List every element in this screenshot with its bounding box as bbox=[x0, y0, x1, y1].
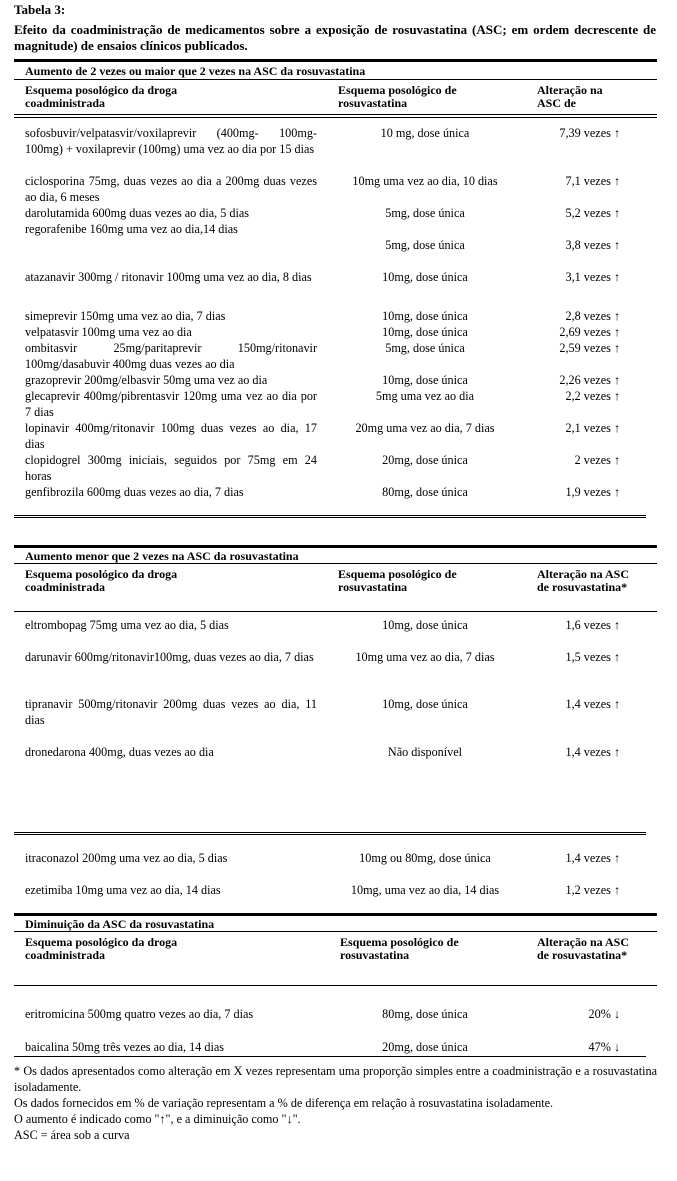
cell-drug-regimen: eritromicina 500mg quatro vezes ao dia, 7 dias bbox=[25, 1007, 254, 1021]
section3-top-rule bbox=[14, 913, 657, 916]
header-dose: Esquema posológico de rosuvastatina bbox=[338, 567, 457, 594]
cell-rosuvastatin-regimen: 20mg, dose única bbox=[382, 1040, 468, 1054]
cell-auc-change: 2,2 vezes ↑ bbox=[565, 389, 620, 403]
header-dose: Esquema posológico de rosuvastatina bbox=[340, 935, 459, 962]
cell-drug-regimen: ombitasvir 25mg/paritaprevir 150mg/ritonavir 100mg/dasabuvir 400mg duas vezes ao dia bbox=[25, 341, 317, 371]
section2-mid-rule-2 bbox=[14, 834, 646, 835]
section1-bottom-rule bbox=[14, 515, 646, 516]
cell-drug-regimen: grazoprevir 200mg/elbasvir 50mg uma vez ao dia bbox=[25, 373, 268, 387]
cell-rosuvastatin-regimen: 10mg, dose única bbox=[382, 618, 468, 632]
cell-rosuvastatin-regimen: 10mg, dose única bbox=[382, 697, 468, 711]
cell-drug-regimen: genfibrozila 600mg duas vezes ao dia, 7 dias bbox=[25, 485, 244, 499]
cell-drug-regimen: clopidogrel 300mg iniciais, seguidos por 75mg em 24 horas bbox=[25, 453, 317, 483]
section2-top-rule bbox=[14, 545, 657, 548]
cell-drug-regimen: velpatasvir 100mg uma vez ao dia bbox=[25, 325, 192, 339]
section2-title-rule bbox=[14, 563, 657, 564]
footnote: Os dados fornecidos em % de variação representam a % de diferença em relação à rosuvastatina isoladamente. bbox=[14, 1096, 554, 1110]
cell-drug-regimen: darunavir 600mg/ritonavir100mg, duas vezes ao dia, 7 dias bbox=[25, 650, 314, 664]
section1-top-rule bbox=[14, 59, 657, 62]
cell-rosuvastatin-regimen: 20mg uma vez ao dia, 7 dias bbox=[355, 421, 495, 435]
cell-rosuvastatin-regimen: 10mg uma vez ao dia, 7 dias bbox=[355, 650, 495, 664]
section3-header-rule bbox=[14, 985, 657, 986]
cell-rosuvastatin-regimen: 10mg, dose única bbox=[382, 373, 468, 387]
cell-rosuvastatin-regimen: 10mg ou 80mg, dose única bbox=[359, 851, 491, 865]
cell-auc-change: 20% ↓ bbox=[588, 1007, 620, 1021]
cell-drug-regimen: ciclosporina 75mg, duas vezes ao dia a 200mg duas vezes ao dia, 6 meses bbox=[25, 174, 317, 204]
cell-drug-regimen: dronedarona 400mg, duas vezes ao dia bbox=[25, 745, 214, 759]
footnote: O aumento é indicado como "↑", e a diminuição como "↓". bbox=[14, 1112, 301, 1126]
cell-auc-change: 2,1 vezes ↑ bbox=[565, 421, 620, 435]
cell-auc-change: 3,8 vezes ↑ bbox=[565, 238, 620, 252]
table-label: Tabela 3: bbox=[14, 2, 66, 17]
cell-rosuvastatin-regimen: 5mg, dose única bbox=[385, 341, 465, 355]
cell-auc-change: 1,2 vezes ↑ bbox=[565, 883, 620, 897]
cell-auc-change: 47% ↓ bbox=[588, 1040, 620, 1054]
cell-rosuvastatin-regimen: 5mg, dose única bbox=[385, 206, 465, 220]
table-bottom-rule bbox=[14, 1056, 646, 1057]
header-drug: Esquema posológico da droga coadministrada bbox=[25, 83, 178, 110]
section3-title: Diminuição da ASC da rosuvastatina bbox=[25, 917, 215, 931]
cell-rosuvastatin-regimen: 10mg, dose única bbox=[382, 309, 468, 323]
cell-auc-change: 1,4 vezes ↑ bbox=[565, 697, 620, 711]
header-change: Alteração na ASC de rosuvastatina* bbox=[537, 567, 629, 594]
cell-auc-change: 2,26 vezes ↑ bbox=[559, 373, 620, 387]
cell-rosuvastatin-regimen: 10mg, dose única bbox=[382, 325, 468, 339]
cell-auc-change: 1,4 vezes ↑ bbox=[565, 851, 620, 865]
header-drug: Esquema posológico da droga coadministrada bbox=[25, 567, 178, 594]
cell-rosuvastatin-regimen: Não disponível bbox=[387, 745, 463, 759]
cell-rosuvastatin-regimen: 10 mg, dose única bbox=[380, 126, 470, 140]
cell-auc-change: 1,6 vezes ↑ bbox=[565, 618, 620, 632]
cell-auc-change: 1,9 vezes ↑ bbox=[565, 485, 620, 499]
cell-drug-regimen: itraconazol 200mg uma vez ao dia, 5 dias bbox=[25, 851, 228, 865]
header-dose: Esquema posológico de rosuvastatina bbox=[338, 83, 457, 110]
cell-auc-change: 2,69 vezes ↑ bbox=[559, 325, 620, 339]
cell-rosuvastatin-regimen: 80mg, dose única bbox=[382, 485, 468, 499]
cell-drug-regimen: lopinavir 400mg/ritonavir 100mg duas vezes ao dia, 17 dias bbox=[25, 421, 317, 451]
section1-header-rule bbox=[14, 114, 657, 115]
header-change: Alteração na ASC de bbox=[537, 83, 603, 110]
cell-drug-regimen: baicalina 50mg três vezes ao dia, 14 dias bbox=[25, 1040, 224, 1054]
cell-drug-regimen: simeprevir 150mg uma vez ao dia, 7 dias bbox=[25, 309, 226, 323]
section3-title-rule bbox=[14, 931, 657, 932]
section1-bottom-rule-2 bbox=[14, 517, 646, 518]
section2-header-rule bbox=[14, 611, 657, 612]
section1-header-rule-2 bbox=[14, 117, 657, 118]
cell-auc-change: 2 vezes ↑ bbox=[574, 453, 620, 467]
section2-title: Aumento menor que 2 vezes na ASC da rosuvastatina bbox=[25, 549, 299, 563]
section1-title: Aumento de 2 vezes ou maior que 2 vezes na ASC da rosuvastatina bbox=[25, 64, 366, 78]
cell-drug-regimen: ezetimiba 10mg uma vez ao dia, 14 dias bbox=[25, 883, 221, 897]
table-caption: Efeito da coadministração de medicamentos sobre a exposição de rosuvastatina (ASC; em ordem decrescente de magnitude) de ensaios clínicos publicados. bbox=[14, 22, 656, 53]
cell-drug-regimen: eltrombopag 75mg uma vez ao dia, 5 dias bbox=[25, 618, 229, 632]
cell-drug-regimen: darolutamida 600mg duas vezes ao dia, 5 dias bbox=[25, 206, 250, 220]
cell-auc-change: 1,4 vezes ↑ bbox=[565, 745, 620, 759]
footnote: * Os dados apresentados como alteração em X vezes representam uma proporção simples entre a coadministração e a rosuvastatina isoladamente. bbox=[14, 1064, 657, 1094]
footnotes bbox=[14, 1063, 657, 1143]
cell-drug-regimen: atazanavir 300mg / ritonavir 100mg uma vez ao dia, 8 dias bbox=[25, 270, 312, 284]
cell-drug-regimen: regorafenibe 160mg uma vez ao dia,14 dias bbox=[25, 222, 238, 236]
header-change: Alteração na ASC de rosuvastatina* bbox=[537, 935, 629, 962]
header-drug: Esquema posológico da droga coadministrada bbox=[25, 935, 178, 962]
cell-rosuvastatin-regimen: 20mg, dose única bbox=[382, 453, 468, 467]
footnote: ASC = área sob a curva bbox=[14, 1128, 130, 1142]
cell-rosuvastatin-regimen: 10mg uma vez ao dia, 10 dias bbox=[352, 174, 498, 188]
cell-auc-change: 2,59 vezes ↑ bbox=[559, 341, 620, 355]
cell-auc-change: 1,5 vezes ↑ bbox=[565, 650, 620, 664]
cell-auc-change: 7,39 vezes ↑ bbox=[559, 126, 620, 140]
cell-drug-regimen: glecaprevir 400mg/pibrentasvir 120mg uma vez ao dia por 7 dias bbox=[25, 389, 317, 419]
cell-drug-regimen: tipranavir 500mg/ritonavir 200mg duas vezes ao dia, 11 dias bbox=[25, 697, 317, 727]
cell-auc-change: 5,2 vezes ↑ bbox=[565, 206, 620, 220]
section1-title-rule bbox=[14, 79, 657, 80]
cell-rosuvastatin-regimen: 5mg uma vez ao dia bbox=[375, 389, 475, 403]
cell-rosuvastatin-regimen: 10mg, dose única bbox=[382, 270, 468, 284]
cell-rosuvastatin-regimen: 80mg, dose única bbox=[382, 1007, 468, 1021]
cell-rosuvastatin-regimen: 10mg, uma vez ao dia, 14 dias bbox=[350, 883, 500, 897]
cell-drug-regimen: sofosbuvir/velpatasvir/voxilaprevir (400mg- 100mg-100mg) + voxilaprevir (100mg) uma vez ao dia por 15 dias bbox=[25, 126, 317, 156]
section2-mid-rule bbox=[14, 832, 646, 833]
cell-rosuvastatin-regimen: 5mg, dose única bbox=[385, 238, 465, 252]
cell-auc-change: 3,1 vezes ↑ bbox=[565, 270, 620, 284]
cell-auc-change: 7,1 vezes ↑ bbox=[565, 174, 620, 188]
cell-auc-change: 2,8 vezes ↑ bbox=[565, 309, 620, 323]
